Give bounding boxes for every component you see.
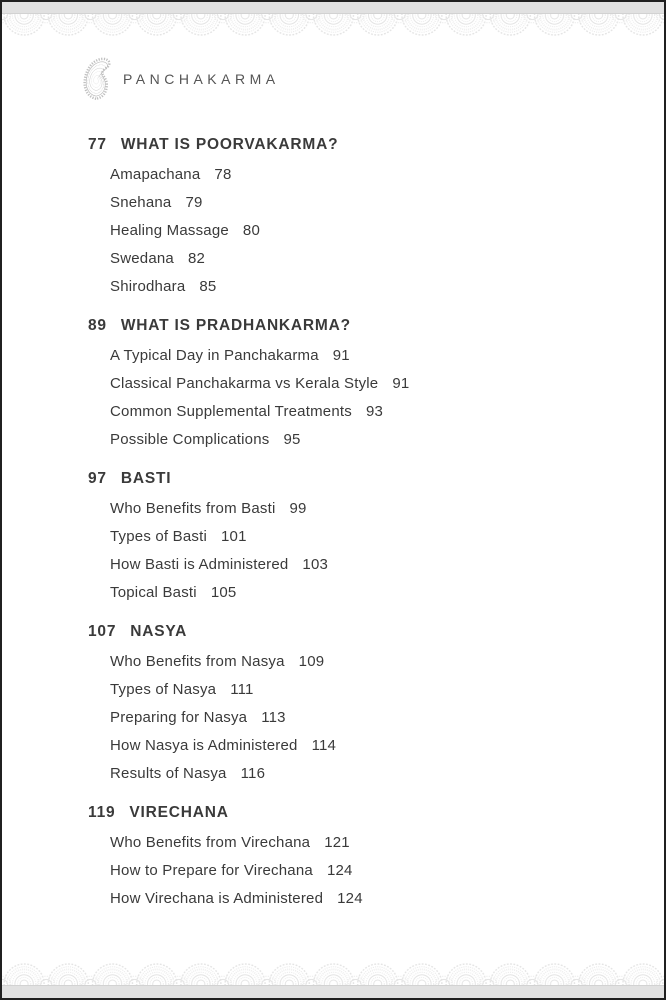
paisley-logo-icon: [82, 55, 114, 103]
toc-section: [88, 617, 664, 787]
toc-entry-label: Snehana: [110, 193, 172, 211]
toc-entry: [110, 160, 664, 188]
toc-entry-page: 116: [240, 764, 266, 782]
toc-chapter-heading: [88, 464, 664, 494]
toc-entry-page: 85: [199, 277, 217, 295]
toc-entry-label: Topical Basti: [110, 583, 197, 601]
toc-entry: [110, 828, 664, 856]
chapter-title: WHAT IS POORVAKARMA?: [120, 136, 339, 153]
toc-entry-page: 79: [185, 193, 203, 211]
toc-entry-label: Preparing for Nasya: [110, 708, 248, 726]
toc-entry-label: Possible Complications: [110, 430, 270, 448]
toc-entry-label: Amapachana: [110, 165, 201, 183]
toc-entry: [110, 578, 664, 606]
toc-entry-page: 124: [326, 861, 353, 879]
toc-entry: [110, 425, 664, 453]
toc-entry-label: Common Supplemental Treatments: [110, 402, 352, 420]
toc-entry-label: How to Prepare for Virechana: [110, 861, 313, 879]
toc-entry-page: 91: [332, 346, 350, 364]
toc-entry: [110, 522, 664, 550]
lace-border-top-icon: [2, 14, 664, 54]
toc-entry-page: 124: [337, 889, 363, 907]
toc-entry: [110, 244, 664, 272]
toc-entry: [110, 369, 664, 397]
toc-entry: [110, 856, 664, 884]
toc-entry-label: Who Benefits from Nasya: [110, 652, 285, 670]
brand-title: PANCHAKARMA: [123, 71, 280, 87]
toc-entry: [110, 703, 664, 731]
toc-entry-label: Types of Basti: [110, 527, 208, 545]
top-edge-bar: [2, 2, 664, 14]
toc-entry: [110, 675, 664, 703]
toc-entry-label: How Nasya is Administered: [110, 736, 298, 754]
toc-item-list: [88, 828, 664, 912]
toc-entry-label: Who Benefits from Basti: [110, 499, 276, 517]
toc-section: [88, 798, 664, 912]
chapter-page-number: 89: [88, 317, 107, 334]
brand-header: [82, 55, 664, 103]
toc-entry-page: 105: [210, 583, 237, 601]
chapter-title: WHAT IS PRADHANKARMA?: [120, 317, 351, 334]
toc-entry-page: 103: [302, 555, 329, 573]
toc-entry-label: Types of Nasya: [110, 680, 217, 698]
toc-entry: [110, 647, 664, 675]
toc-entry: [110, 188, 664, 216]
toc-entry-label: Swedana: [110, 249, 174, 267]
toc-entry-label: Who Benefits from Virechana: [110, 833, 311, 851]
toc-section: [88, 464, 664, 606]
toc-entry-page: 82: [187, 249, 206, 267]
toc-entry-label: Results of Nasya: [110, 764, 227, 782]
toc-entry: [110, 272, 664, 300]
toc-item-list: [88, 647, 664, 787]
lace-border-bottom-icon: [2, 945, 664, 985]
bottom-edge-bar: [2, 985, 664, 998]
toc-entry: [110, 341, 664, 369]
toc-section: [88, 311, 664, 453]
toc-entry-label: How Basti is Administered: [110, 555, 289, 573]
toc-entry-page: 109: [298, 652, 325, 670]
toc-entry: [110, 216, 664, 244]
toc-entry: [110, 397, 664, 425]
toc-entry-label: A Typical Day in Panchakarma: [110, 346, 319, 364]
chapter-title: VIRECHANA: [129, 804, 229, 821]
toc-entry-page: 93: [365, 402, 384, 420]
toc-entry: [110, 494, 664, 522]
toc-entry-page: 111: [230, 680, 254, 698]
chapter-title: BASTI: [120, 470, 172, 487]
toc-section: [88, 130, 664, 300]
toc-item-list: [88, 341, 664, 453]
toc-chapter-heading: [88, 798, 664, 828]
chapter-page-number: 119: [88, 804, 116, 821]
toc-entry: [110, 550, 664, 578]
toc: [2, 130, 664, 912]
toc-entry-label: How Virechana is Administered: [110, 889, 324, 907]
toc-chapter-heading: [88, 617, 664, 647]
toc-chapter-heading: [88, 130, 664, 160]
toc-entry-page: 80: [242, 221, 260, 239]
toc-chapter-heading: [88, 311, 664, 341]
toc-entry: [110, 759, 664, 787]
toc-entry-page: 91: [392, 374, 410, 392]
toc-entry-label: Healing Massage: [110, 221, 229, 239]
toc-entry-page: 113: [261, 708, 286, 726]
toc-item-list: [88, 160, 664, 300]
toc-entry-page: 114: [311, 736, 337, 754]
toc-entry-page: 101: [221, 527, 247, 545]
toc-entry-page: 95: [283, 430, 301, 448]
chapter-page-number: 77: [88, 136, 107, 153]
toc-entry-page: 121: [324, 833, 350, 851]
toc-entry: [110, 884, 664, 912]
toc-entry-label: Classical Panchakarma vs Kerala Style: [110, 374, 379, 392]
toc-entry: [110, 731, 664, 759]
toc-entry-label: Shirodhara: [110, 277, 186, 295]
toc-entry-page: 78: [214, 165, 232, 183]
chapter-title: NASYA: [130, 623, 188, 640]
chapter-page-number: 107: [88, 623, 117, 640]
chapter-page-number: 97: [88, 470, 107, 487]
toc-entry-page: 99: [289, 499, 307, 517]
toc-item-list: [88, 494, 664, 606]
